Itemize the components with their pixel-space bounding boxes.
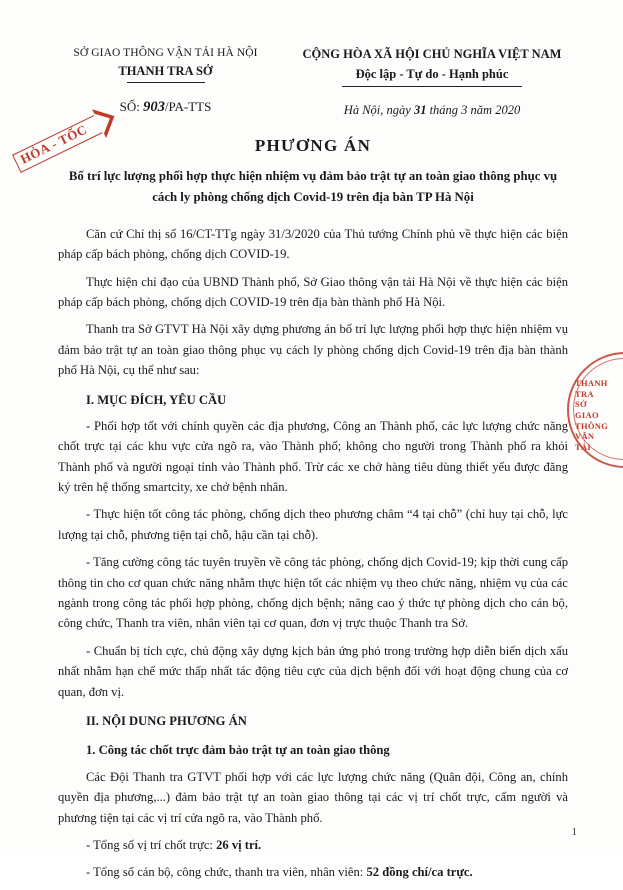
intro-paragraph: Thanh tra Sở GTVT Hà Nội xây dựng phương án bố trí lực lượng phối hợp thực hiện nhiệm vụ đảm bảo trật tự an toàn giao thông phục vụ cách ly phòng chống dịch Covid-19 trên địa bàn thành phố Hà Nội, cụ thể như sau: — [58, 322, 568, 378]
stat-checkpoints-value: 26 vị trí. — [216, 837, 262, 852]
red-seal-text: THANH TRA SỞ GIAO THÔNG VẬN TẢI — [575, 378, 609, 452]
date-day: 31 — [413, 102, 427, 117]
section-2-heading: II. NỘI DUNG PHƯƠNG ÁN — [86, 713, 247, 728]
stat-checkpoints-label: - Tổng số vị trí chốt trực: — [86, 837, 213, 852]
document-number — [58, 97, 273, 117]
document-subtitle: Bố trí lực lượng phối hợp thực hiện nhiệm vụ đảm bảo trật tự an toàn giao thông phục vụ cách ly phòng chống dịch Covid-19 trên địa bàn TP Hà Nội — [68, 168, 558, 204]
date-prefix: Hà Nội, ngày — [343, 102, 411, 117]
issuing-authority-block — [58, 38, 273, 118]
national-motto: Độc lập - Tự do - Hạnh phúc — [355, 66, 509, 81]
document-number-suffix: /PA-TTS — [164, 99, 212, 115]
urgent-stamp-label: HỎA - TỐC — [17, 121, 90, 167]
national-heading-block — [296, 38, 568, 118]
page-number: 1 — [571, 826, 577, 838]
section-2-paragraph: Các Đội Thanh tra GTVT phối hợp với các lực lượng chức năng (Quân đội, Công an, chính quyền địa phương,...) đảm bảo trật tự an toàn giao thông tại các vị trí chốt trực, cấm người và phương tiện tại các vị trí cửa ngõ ra, vào Thành phố. — [58, 769, 568, 825]
section-1-heading: I. MỤC ĐÍCH, YÊU CẦU — [86, 392, 227, 407]
section-2-stat-checkpoints — [58, 835, 568, 855]
section-1-item: - Chuẩn bị tích cực, chủ động xây dựng kịch bản ứng phó trong trường hợp diễn biến dịch xấu nhất nhằm hạn chế mức thấp nhất tác động tiêu cực của dịch bệnh đối với hoạt động chung của cơ quan, đơn vị. — [58, 643, 568, 699]
org-name-line: SỞ GIAO THÔNG VẬN TẢI HÀ NỘI — [73, 47, 258, 59]
national-underline — [342, 86, 522, 87]
document-header — [58, 38, 568, 118]
org-underline — [127, 82, 205, 83]
document-number-value: 903 — [143, 99, 165, 116]
date-month-year: tháng 3 năm 2020 — [429, 102, 521, 117]
org-unit-line: THANH TRA SỞ — [118, 63, 213, 78]
stat-staff-value: 52 đồng chí/ca trực. — [366, 865, 473, 880]
section-2-stat-staff — [58, 862, 568, 882]
document-date — [296, 103, 568, 118]
document-title: PHƯƠNG ÁN — [254, 135, 372, 155]
section-1-item: - Phối hợp tốt với chính quyền các địa phương, Công an Thành phố, các lực lượng chức năng chốt trực tại các khu vực cửa ngõ ra, vào Thành phố; không cho người trong Thành phố ra khỏi Thành phố và người ngoại tỉnh vào Thành phố. Trừ các xe chở hàng tiêu dùng thiết yếu được đăng ký trên hệ thống smartcity, xe chở bệnh nhân. — [58, 418, 568, 495]
red-seal — [567, 352, 623, 470]
section-1-item: - Thực hiện tốt công tác phòng, chống dịch theo phương châm “4 tại chỗ” (chỉ huy tại chỗ, lực lượng tại chỗ, phương tiện tại chỗ, hậu cần tại chỗ). — [58, 507, 568, 542]
stat-staff-label: - Tổng số cán bộ, công chức, thanh tra viên, nhân viên: — [86, 865, 364, 880]
section-2-subheading: 1. Công tác chốt trực đảm bảo trật tự an toàn giao thông — [86, 743, 390, 758]
document-body — [58, 224, 568, 883]
document-number-prefix: SỐ: — [119, 99, 140, 115]
section-1-item: - Tăng cường công tác tuyên truyền về công tác phòng, chống dịch Covid-19; kịp thời cung cấp thông tin cho cơ quan chức năng nhằm thực hiện tốt các nhiệm vụ theo chức năng, nhiệm vụ của các ngành trong công tác phối hợp phòng, chống dịch bệnh; nâng cao ý thức tự phòng dịch cho cán bộ, công chức, Thanh tra viên, nhân viên tại cơ quan, đơn vị trực thuộc Thanh tra Sở. — [58, 555, 568, 631]
intro-paragraph: Căn cứ Chỉ thị số 16/CT-TTg ngày 31/3/2020 của Thủ tướng Chính phủ về thực hiện các biện pháp cấp bách phòng, chống dịch COVID-19. — [58, 226, 568, 262]
national-title: CỘNG HÒA XÃ HỘI CHỦ NGHĨA VIỆT NAM — [302, 47, 562, 61]
intro-paragraph: Thực hiện chỉ đạo của UBND Thành phố, Sở Giao thông vận tải Hà Nội về thực hiện các biện pháp cấp bách phòng, chống dịch COVID-19 trên địa bàn thành phố Hà Nội. — [58, 274, 568, 309]
